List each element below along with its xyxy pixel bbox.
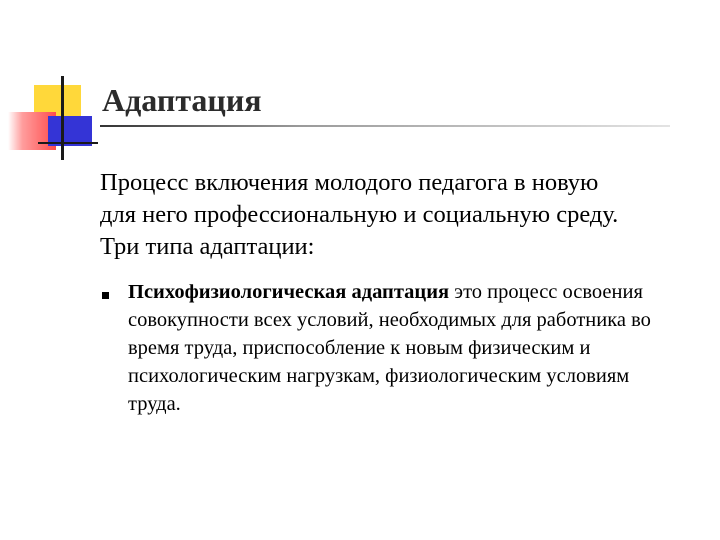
body-line-2: для него профессиональную и социальную среду.	[100, 201, 619, 228]
bullet-text	[128, 278, 673, 418]
vertical-line	[61, 76, 64, 160]
bullet-square-icon	[102, 292, 109, 299]
list-item	[100, 278, 680, 418]
body-line-3: Три типа адаптации:	[100, 233, 315, 260]
horizontal-line	[38, 142, 98, 144]
bullet-term: Психофизиологическая адаптация	[128, 281, 450, 303]
slide-title: Адаптация	[102, 82, 262, 118]
body-line-1: Процесс включения молодого педагога в новую	[100, 169, 599, 196]
slide-body	[100, 167, 700, 263]
decorative-logo	[0, 0, 110, 170]
title-underline	[100, 125, 670, 127]
bullet-description: это процесс освоения совокупности всех условий, необходимых для работника во время труда, приспособление к новым физическим и психологическим нагрузкам, физиологическим условиям труда.	[128, 281, 651, 415]
